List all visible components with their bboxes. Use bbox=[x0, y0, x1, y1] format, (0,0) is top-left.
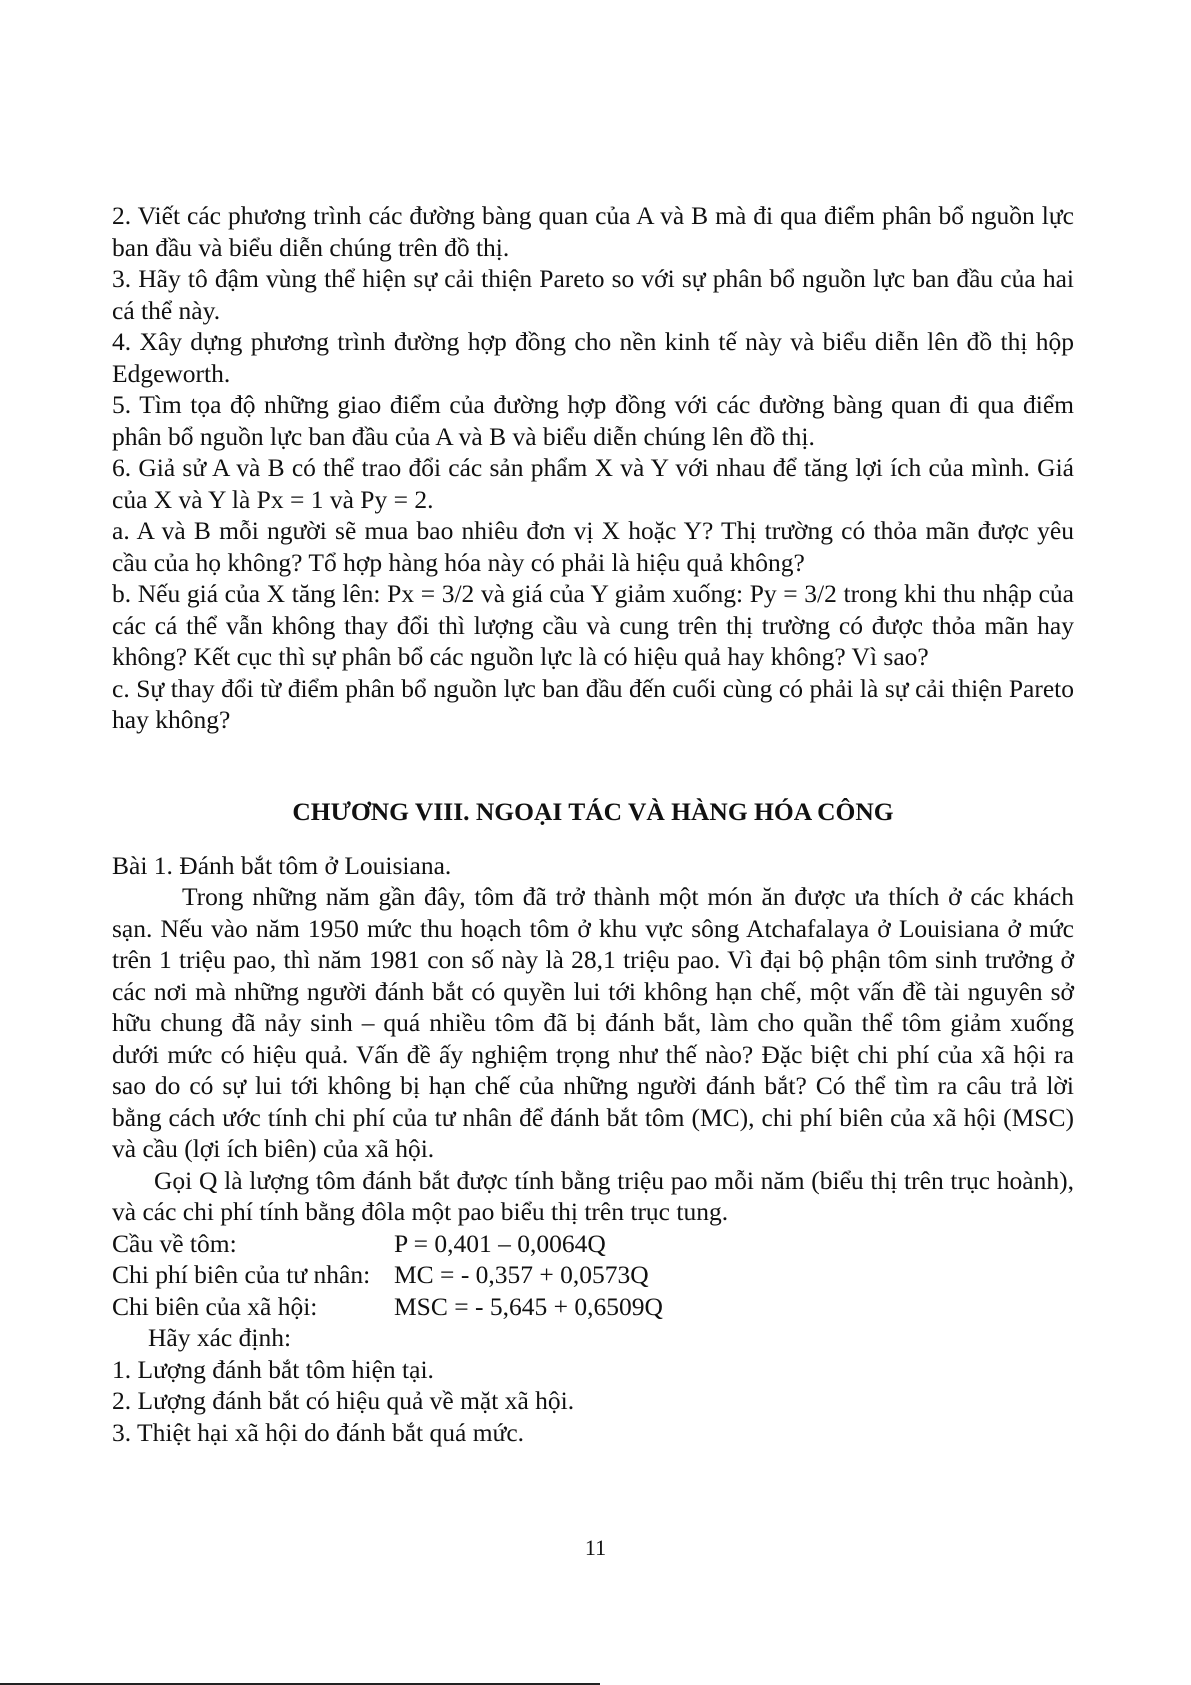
question-6: 6. Giả sử A và B có thể trao đổi các sản phẩm X và Y với nhau để tăng lợi ích của mình. Giá của X và Y là Px = 1 và Py = 2. bbox=[112, 453, 1074, 514]
exercise-heading: Bài 1. Đánh bắt tôm ở Louisiana. bbox=[112, 850, 452, 880]
exercise-paragraph-1: Trong những năm gần đây, tôm đã trở thành một món ăn được ưa thích ở các khách sạn. Nếu vào năm 1950 mức thu hoạch tôm ở khu vực sông Atchafalaya ở Louisiana ở mức trên 1 triệu pao, thì năm 1981 con số này là 28,1 triệu pao. Vì đại bộ phận tôm sinh trưởng ở các nơi mà những người đánh bắt có quyền lui tới không hạn chế, một vấn đề tài nguyên sở hữu chung đã nảy sinh – quá nhiều tôm đã bị đánh bắt, làm cho quần thể tôm giảm xuống dưới mức có hiệu quả. Vấn đề ấy nghiệm trọng như thế nào? Đặc biệt chi phí của xã hội ra sao do có sự lui tới không bị hạn chế của những người đánh bắt? Có thể tìm ra câu trả lời bằng cách ước tính chi phí của tư nhân để đánh bắt tôm (MC), chi phí biên của xã hội (MSC) và cầu (lợi ích biên) của xã hội. bbox=[112, 882, 1074, 1163]
task-item: 1. Lượng đánh bắt tôm hiện tại. bbox=[112, 1354, 434, 1384]
question-3: 3. Hãy tô đậm vùng thể hiện sự cải thiện Pareto so với sự phân bổ nguồn lực ban đầu của hai cá thể này. bbox=[112, 264, 1074, 325]
chapter-title: CHƯƠNG VIII. NGOẠI TÁC VÀ HÀNG HÓA CÔNG bbox=[292, 796, 894, 826]
task-item: 3. Thiệt hại xã hội do đánh bắt quá mức. bbox=[112, 1417, 525, 1447]
page-number: 11 bbox=[584, 1535, 607, 1560]
equation-label: Cầu về tôm: bbox=[112, 1228, 237, 1258]
question-4: 4. Xây dựng phương trình đường hợp đồng cho nền kinh tế này và biểu diễn lên đồ thị hộp Edgeworth. bbox=[112, 327, 1074, 388]
equation-label: Chi biên của xã hội: bbox=[112, 1291, 318, 1321]
equation-private-mc bbox=[112, 1259, 1074, 1291]
equation-formula: MC = - 0,357 + 0,0573Q bbox=[394, 1260, 649, 1289]
exercise-paragraph-2: Gọi Q là lượng tôm đánh bắt được tính bằng triệu pao mỗi năm (biểu thị trên trục hoành), và các chi phí tính bằng đôla một pao biểu thị trên trục tung. bbox=[112, 1165, 1074, 1226]
question-6c: c. Sự thay đổi từ điểm phân bổ nguồn lực ban đầu đến cuối cùng có phải là sự cải thiện Pareto hay không? bbox=[112, 673, 1074, 734]
equation-formula: P = 0,401 – 0,0064Q bbox=[394, 1228, 606, 1258]
page-content bbox=[112, 200, 1074, 1448]
question-6a: a. A và B mỗi người sẽ mua bao nhiêu đơn vị X hoặc Y? Thị trường có thỏa mãn được yêu cầu của họ không? Tổ hợp hàng hóa này có phải là hiệu quả không? bbox=[112, 516, 1074, 577]
task-item: 2. Lượng đánh bắt có hiệu quả về mặt xã hội. bbox=[112, 1386, 575, 1415]
equation-social-msc bbox=[112, 1291, 1074, 1323]
question-5: 5. Tìm tọa độ những giao điểm của đường hợp đồng với các đường bàng quan đi qua điểm phân bổ nguồn lực ban đầu của A và B và biểu diễn chúng lên đồ thị. bbox=[112, 390, 1074, 451]
equation-demand bbox=[112, 1228, 1074, 1260]
equation-label: Chi phí biên của tư nhân: bbox=[112, 1260, 371, 1289]
question-6b: b. Nếu giá của X tăng lên: Px = 3/2 và giá của Y giảm xuống: Py = 3/2 trong khi thu nhập của các cá thể vẫn không thay đổi thì lượng cầu và cung trên thị trường có được thỏa mãn hay không? Kết cục thì sự phân bổ các nguồn lực là có hiệu quả hay không? Vì sao? bbox=[112, 579, 1074, 671]
question-2: 2. Viết các phương trình các đường bàng quan của A và B mà đi qua điểm phân bổ nguồn lực ban đầu và biểu diễn chúng trên đồ thị. bbox=[112, 201, 1074, 262]
equation-formula: MSC = - 5,645 + 0,6509Q bbox=[394, 1291, 663, 1321]
task-intro: Hãy xác định: bbox=[148, 1323, 292, 1352]
